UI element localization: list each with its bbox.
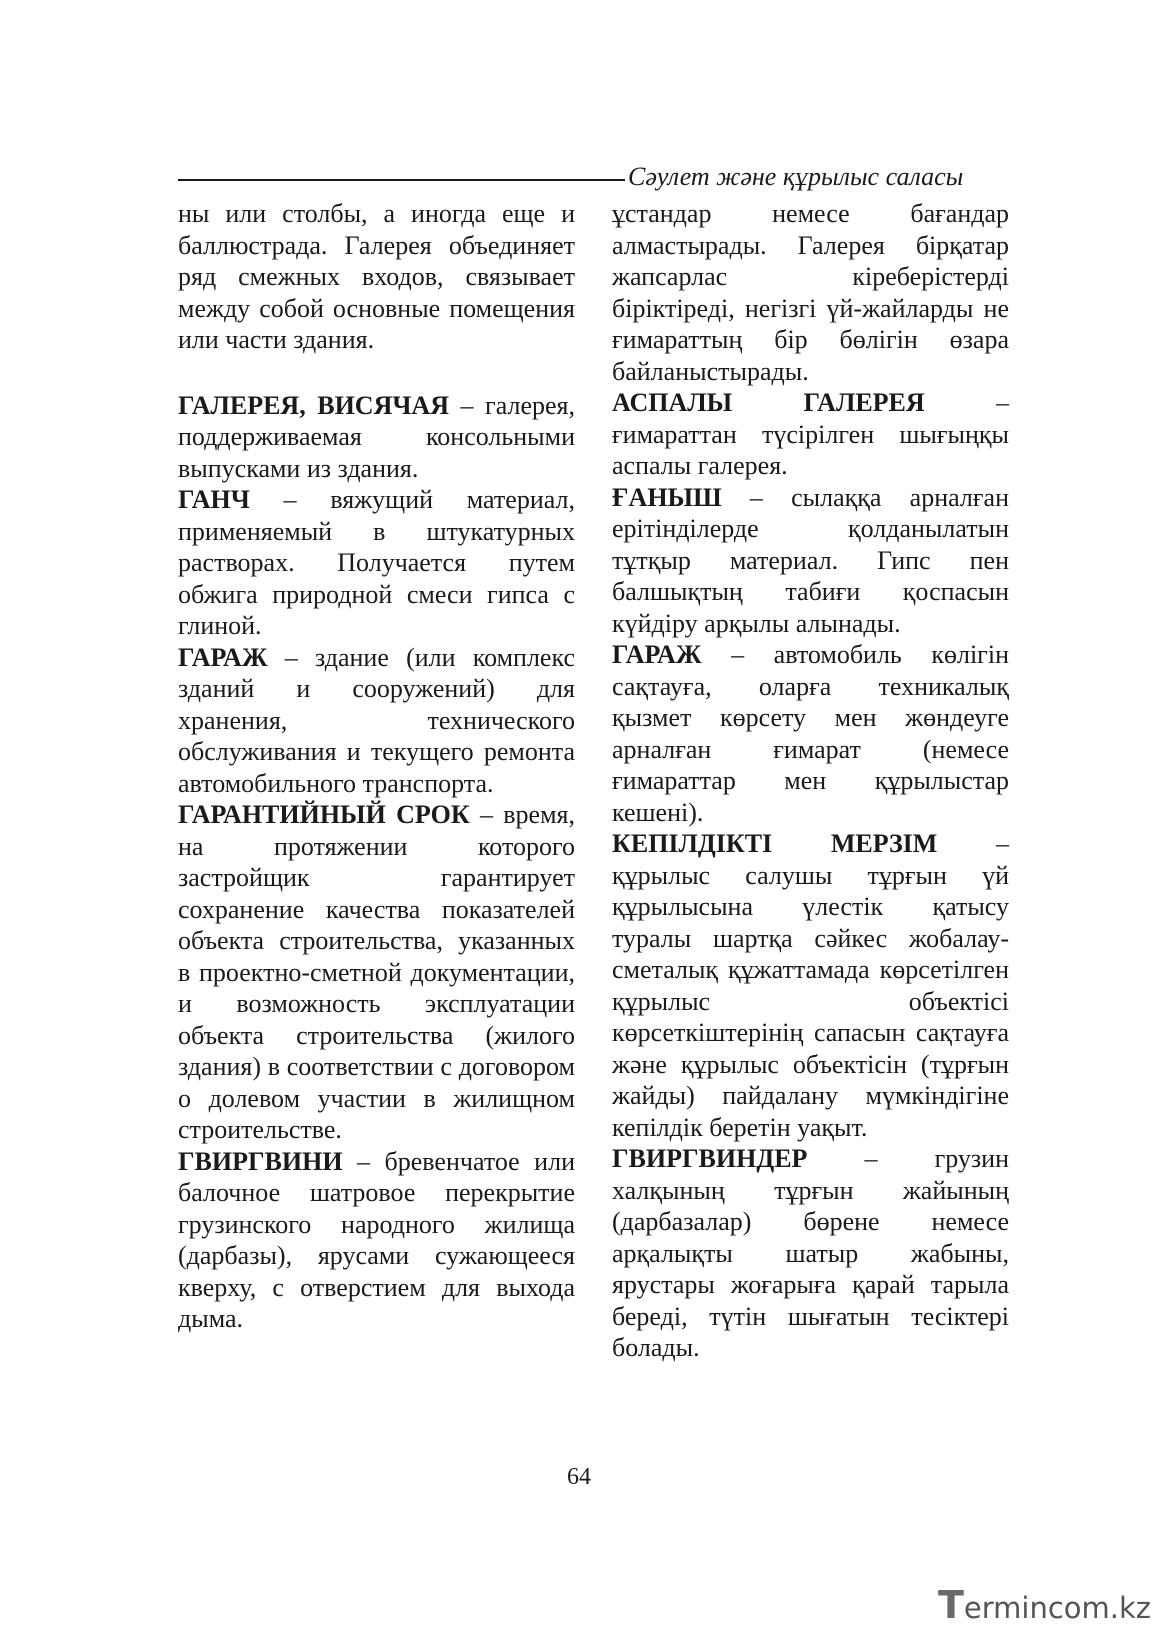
entry-definition: – время, на протяжении которого застройщик гарантирует сохранение качества показателей объекта строительства, указанных в проектно-сметной документации, и возможность эксплуатации объекта строительства (жилого здания) в соответствии с договором о долевом участии в жилищном строительстве. bbox=[178, 800, 575, 1144]
entry-definition: – ғимараттан түсірілген шығыңқы аспалы галерея. bbox=[612, 388, 1009, 480]
entry-term: ГВИРГВИНДЕР bbox=[612, 1144, 808, 1173]
entry-term: ГАЛЕРЕЯ, ВИСЯЧАЯ bbox=[178, 390, 449, 420]
entry-definition: – здание (или комплекс зданий и сооружений) для хранения, технического обслуживания и текущего ремонта автомобильного транспорта. bbox=[178, 642, 575, 798]
page-number: 64 bbox=[567, 1464, 591, 1490]
running-title: Сәулет және құрылыс саласы bbox=[628, 162, 964, 191]
entry-kepildikti-merzim bbox=[612, 828, 1009, 1143]
entry-term: АСПАЛЫ ГАЛЕРЕЯ bbox=[612, 388, 925, 417]
header-rule bbox=[178, 179, 625, 181]
entry-term: ГВИРГВИНИ bbox=[178, 1146, 343, 1176]
entry-term: КЕПІЛДІКТІ МЕРЗІМ bbox=[612, 829, 938, 858]
entry-ganysh bbox=[612, 482, 1009, 640]
entry-term: ГАНЧ bbox=[178, 485, 250, 514]
entry-term: ҒАНЫШ bbox=[612, 482, 722, 512]
site-watermark-logo bbox=[938, 1583, 1151, 1627]
entry-definition: – вяжущий материал, применяемый в штукатурных растворах. Получается путем обжига природной смеси гипса с глиной. bbox=[178, 485, 575, 640]
entry-definition: – құрылыс салушы тұрғын үй құрылысына үлестік қатысу туралы шартқа сәйкес жобалау-сметалық құжаттамада көрсетілген құрылыс объектісі көрсеткіштерінің сапасын сақтауға және құрылыс объектісін (тұрғын жайды) пайдалану мүмкіндігіне кепілдік беретін уақыт. bbox=[612, 829, 1009, 1142]
entry-definition: – сылаққа арналған ерітінділерде қолданылатын тұтқыр материал. Гипс пен балшықтың табиғи қоспасын күйдіру арқылы алынады. bbox=[612, 482, 1009, 638]
entry-term: ГАРАЖ bbox=[178, 642, 268, 672]
entry-garantiyny-srok bbox=[178, 799, 575, 1146]
entry-ganch bbox=[178, 484, 575, 642]
entry-garazh-kz bbox=[612, 639, 1009, 828]
entry-gvirgvinder bbox=[612, 1143, 1009, 1364]
entry-garazh bbox=[178, 642, 575, 800]
entry-definition: – автомобиль көлігін сақтауға, оларға техникалық қызмет көрсету мен жөндеуге арналған ғимарат (немесе ғимараттар мен құрылыстар кешені). bbox=[612, 640, 1009, 827]
entry-definition: – грузин халқының тұрғын жайының (дарбазалар) бөрене немесе арқалықты шатыр жабыны, ярустары жоғарыға қарай тарыла береді, түтін шығатын тесіктері болады. bbox=[612, 1144, 1009, 1362]
entry-definition: – галерея, поддерживаемая консольными выпусками из здания. bbox=[178, 390, 575, 483]
watermark-text: ermincom.kz bbox=[963, 1591, 1152, 1625]
right-column bbox=[612, 198, 1009, 1364]
entry-definition: – бревенчатое или балочное шатровое перекрытие грузинского народного жилища (дарбазы), ярусами сужающееся кверху, с отверстием для выхода дыма. bbox=[178, 1146, 575, 1333]
right-intro-paragraph: ұстандар немесе бағандар алмастырады. Галерея бірқатар жапсарлас кіреберістерді біріктіреді, негізгі үй-жайларды не ғимараттың бір бөлігін өзара байланыстырады. bbox=[612, 199, 1009, 386]
entry-term: ГАРАЖ bbox=[612, 640, 702, 669]
entry-gvirgvini bbox=[178, 1146, 575, 1335]
watermark-t: T bbox=[938, 1583, 964, 1627]
entry-galereya-visyachaya bbox=[178, 390, 575, 485]
entry-term: ГАРАНТИЙНЫЙ СРОК bbox=[178, 800, 470, 829]
entry-aspaly-galereya bbox=[612, 387, 1009, 482]
left-column bbox=[178, 198, 575, 1335]
left-intro-paragraph: ны или столбы, а иногда еще и баллюстрада. Галерея объединяет ряд смежных входов, связывает между собой основные помещения или части здания. bbox=[178, 199, 575, 354]
